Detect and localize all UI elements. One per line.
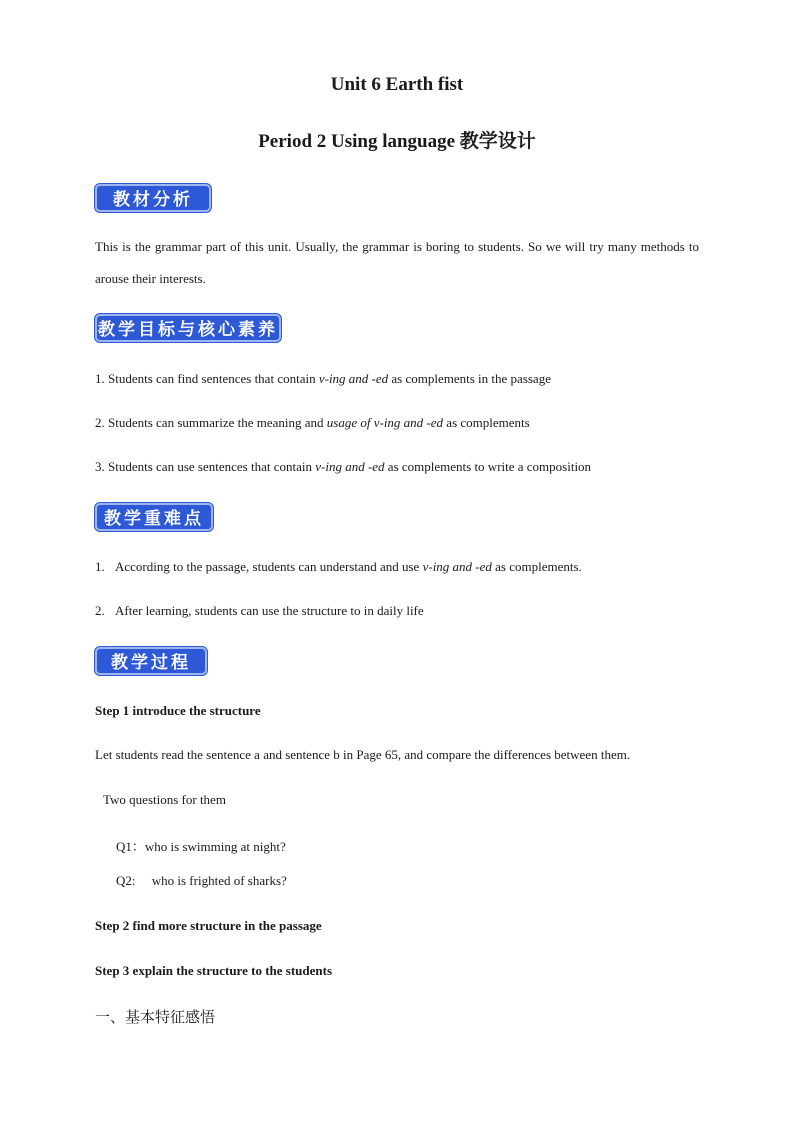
key-point-2-text: After learning, students can use the structure to in daily life bbox=[115, 603, 424, 618]
step-3-heading: Step 3 explain the structure to the students bbox=[95, 963, 333, 978]
objective-1-tail: as complements in the passage bbox=[388, 371, 551, 386]
key-point-2-number: 2. bbox=[95, 603, 105, 618]
question-2: Q2: who is frighted of sharks? bbox=[116, 873, 287, 888]
key-point-item-1 bbox=[95, 559, 582, 575]
objective-2-italic: usage of v-ing and -ed bbox=[326, 415, 444, 430]
key-point-1-italic: v-ing and -ed bbox=[422, 559, 492, 574]
objective-1-text: 1. Students can find sentences that contain bbox=[95, 371, 319, 386]
objective-2-tail: as complements bbox=[443, 415, 530, 430]
document-subtitle: Period 2 Using language 教学设计 bbox=[258, 131, 536, 152]
key-point-1-text: According to the passage, students can understand and use bbox=[115, 559, 423, 574]
objective-3-italic: v-ing and -ed bbox=[315, 459, 385, 474]
key-point-1-tail: as complements. bbox=[491, 559, 582, 574]
objective-3-tail: as complements to write a composition bbox=[384, 459, 592, 474]
section-badge-analysis: 教材分析 bbox=[95, 184, 211, 212]
section-heading-cn: 一、基本特征感悟 bbox=[95, 1008, 216, 1026]
key-point-1-number: 1. bbox=[95, 559, 105, 574]
step-1-heading: Step 1 introduce the structure bbox=[95, 703, 261, 718]
questions-intro: Two questions for them bbox=[103, 792, 226, 807]
objective-2-text: 2. Students can summarize the meaning and bbox=[95, 415, 327, 430]
step-1-text: Let students read the sentence a and sentence b in Page 65, and compare the differences between them. bbox=[95, 747, 631, 762]
objective-item-1 bbox=[95, 371, 551, 387]
question-1: Q1：who is swimming at night? bbox=[116, 839, 286, 854]
section-badge-key-points: 教学重难点 bbox=[95, 503, 213, 531]
document-title: Unit 6 Earth fist bbox=[330, 74, 464, 95]
step-2-heading: Step 2 find more structure in the passage bbox=[95, 918, 322, 933]
objective-1-italic: v-ing and -ed bbox=[318, 371, 389, 386]
analysis-paragraph: This is the grammar part of this unit. Usually, the grammar is boring to students. So we will try many methods to arouse their interests. bbox=[95, 239, 699, 286]
key-point-item-2 bbox=[95, 603, 424, 619]
section-badge-objectives: 教学目标与核心素养 bbox=[95, 314, 281, 342]
objective-3-text: 3. Students can use sentences that contain bbox=[95, 459, 316, 474]
objective-item-2 bbox=[95, 415, 530, 431]
section-badge-process: 教学过程 bbox=[95, 647, 207, 675]
objective-item-3 bbox=[95, 459, 591, 475]
